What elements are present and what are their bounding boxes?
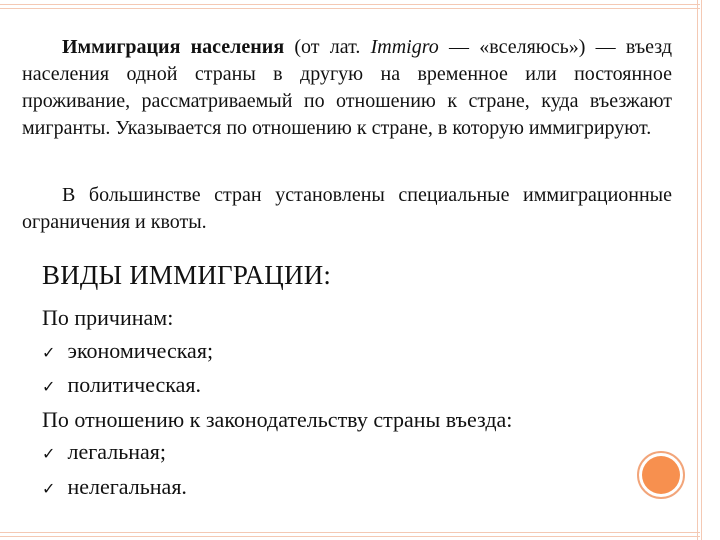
definition-term: Иммиграция населения — [62, 36, 285, 58]
checkmark-icon: ✓ — [42, 444, 56, 463]
checkmark-icon: ✓ — [42, 342, 56, 362]
checkmark-icon: ✓ — [42, 478, 56, 498]
definition-latin: Immigro — [370, 36, 439, 58]
definition-open-paren: (от лат. — [284, 36, 371, 58]
group-heading-legislation: По отношению к законодательству страны въезда: — [42, 406, 513, 432]
list-item-label: политическая. — [67, 372, 202, 397]
frame-line-right — [697, 0, 698, 540]
list-item-label: легальная; — [67, 439, 167, 464]
frame-line-right-inner — [701, 0, 702, 540]
list-item-label: экономическая; — [67, 337, 214, 363]
frame-line-top-inner — [0, 8, 700, 9]
checkmark-icon: ✓ — [42, 377, 56, 396]
list-item-label: нелегальная. — [67, 473, 187, 499]
list-item — [42, 335, 662, 370]
quota-paragraph: В большинстве стран установлены специальные иммиграционные ограничения и квоты. — [22, 184, 672, 233]
list-item — [42, 471, 662, 506]
frame-line-top — [0, 4, 700, 5]
frame-line-bottom-inner — [0, 536, 700, 537]
definition-text: — въезд населения одной страны в другую на временное или постоянное проживание, рассматриваемый по отношению к стране, куда въезжают мигранты. Указывается по отношению к стране, в которую иммигрируют. — [22, 36, 672, 139]
group-heading-reasons: По причинам: — [42, 305, 174, 330]
list-item — [42, 369, 662, 404]
list-item — [42, 436, 662, 471]
definition-paragraph — [22, 34, 672, 142]
immigration-types-list — [42, 302, 662, 505]
definition-meaning: — «вселяюсь») — [438, 36, 586, 58]
section-title: ВИДЫ ИММИГРАЦИИ: — [42, 260, 332, 290]
frame-line-bottom — [0, 532, 700, 533]
